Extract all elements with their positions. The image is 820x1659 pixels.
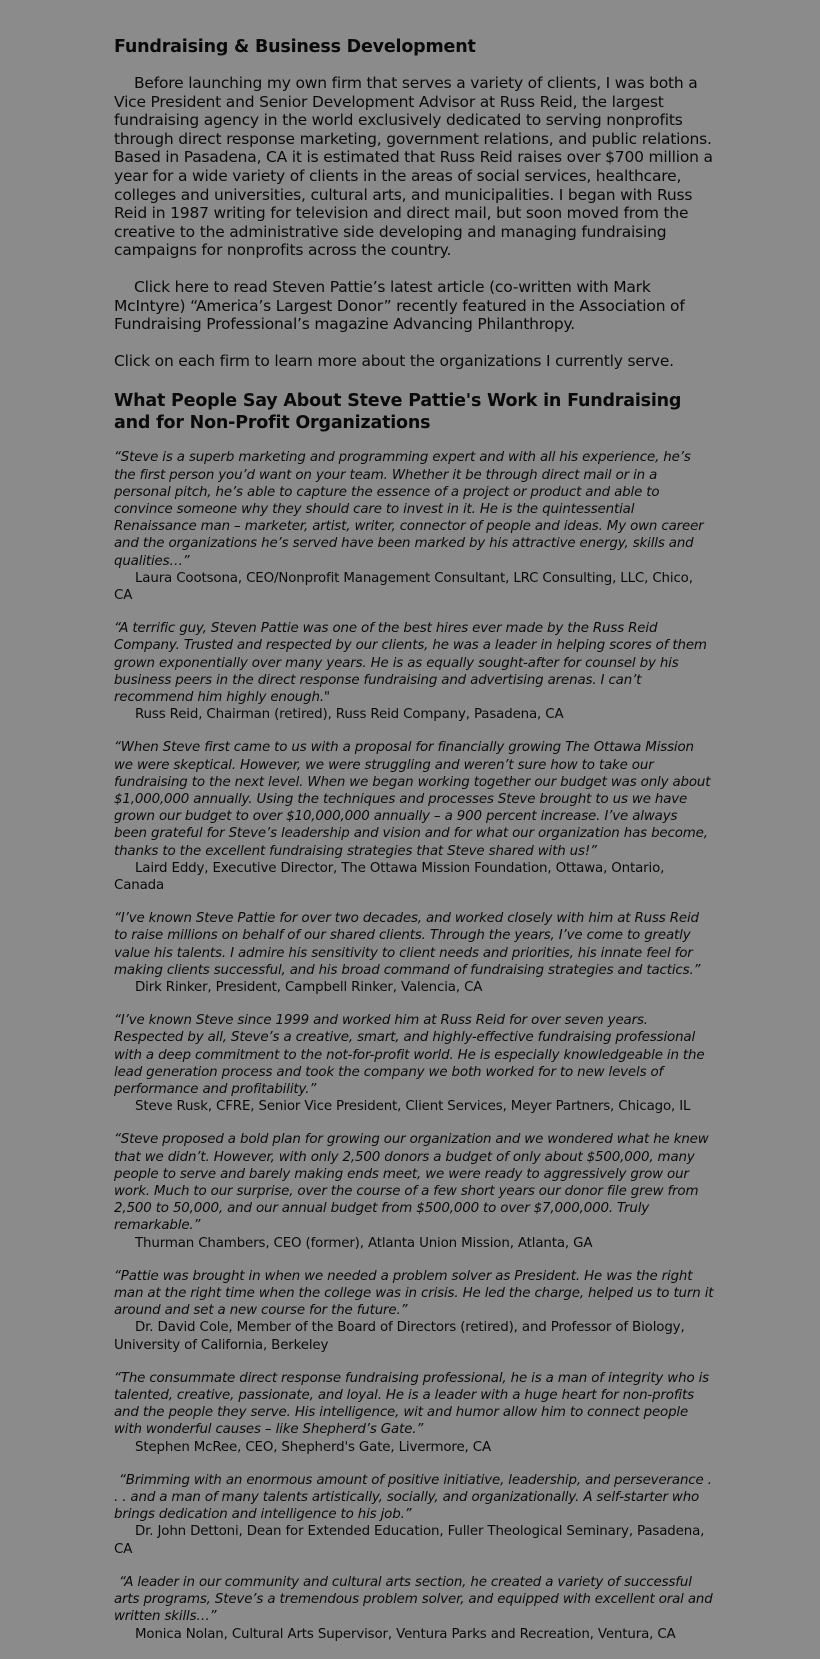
testimonial-item: [114, 1268, 714, 1354]
testimonial-item: [114, 620, 714, 723]
attribution-text: Dr. David Cole, Member of the Board of Directors (retired), and Professor of Biology, University of California, Berkeley: [114, 1320, 685, 1353]
testimonial-quote: “When Steve first came to us with a proposal for financially growing The Ottawa Mission we were skeptical. However, we were struggling and weren’t sure how to take our fundraising to the next level. When we began working together our budget was only about $1,000,000 annually. Using the techniques and processes Steve brought to us we have grown our budget to over $10,000,000 annually – a 900 percent increase. I’ve always been grateful for Steve’s leadership and vision and for what our organization has become, thanks to the excellent fundraising strategies that Steve shared with us!”: [114, 740, 711, 859]
testimonial-quote: [114, 1574, 714, 1626]
article-link-paragraph[interactable]: [114, 278, 714, 334]
testimonial-quote: “The consummate direct response fundraising professional, he is a man of integrity who is talented, creative, passionate, and loyal. He is a leader with a huge heart for non-profits and the people they serve. His intelligence, wit and humor allow him to connect people with wonderful causes – like Shepherd’s Gate.”: [114, 1370, 709, 1438]
section-title-testimonials: What People Say About Steve Pattie's Work in Fundraising and for Non-Profit Organizations: [114, 391, 682, 434]
testimonial-attribution: [114, 860, 714, 894]
article-link-text[interactable]: Click here to read Steven Pattie’s latest article (co-written with Mark McIntyre) “America’s Largest Donor” recently featured in the Association of Fundraising Professional’s magazine Advancing Philanthropy.: [114, 277, 685, 334]
testimonial-attribution: [114, 1235, 714, 1252]
intro-paragraph: [114, 74, 714, 260]
testimonial-attribution: [114, 1439, 714, 1456]
testimonial-list: [114, 449, 714, 1642]
attribution-text: Monica Nolan, Cultural Arts Supervisor, Ventura Parks and Recreation, Ventura, CA: [135, 1626, 676, 1642]
testimonial-quote: “I’ve known Steve since 1999 and worked him at Russ Reid for over seven years. Respected by all, Steve’s a creative, smart, and highly-effective fundraising professional with a deep commitment to the not-for-profit world. He is especially knowledgeable in the lead generation process and took the company we both worked for to new levels of performance and profitability.”: [114, 1013, 705, 1098]
testimonial-attribution: [114, 1626, 714, 1643]
testimonial-quote: [114, 1472, 714, 1524]
testimonial-attribution: [114, 1319, 714, 1353]
intro-paragraph-text: Before launching my own firm that serves a variety of clients, I was both a Vice President and Senior Development Advisor at Russ Reid, the largest fundraising agency in the world exclusively dedicated to serving nonprofits through direct response marketing, government relations, and public relations. Based in Pasadena, CA it is estimated that Russ Reid raises over $700 million a year for a wide variety of clients in the areas of social services, healthcare, colleges and universities, cultural arts, and municipalities. I began with Russ Reid in 1987 writing for television and direct mail, but soon moved from the creative to the administrative side developing and managing fundraising campaigns for nonprofits across the country.: [114, 74, 713, 260]
attribution-text: Stephen McRee, CEO, Shepherd's Gate, Livermore, CA: [135, 1439, 491, 1455]
attribution-text: Russ Reid, Chairman (retired), Russ Reid Company, Pasadena, CA: [135, 707, 564, 723]
attribution-text: Dr. John Dettoni, Dean for Extended Education, Fuller Theological Seminary, Pasadena, CA: [114, 1524, 705, 1557]
attribution-text: Thurman Chambers, CEO (former), Atlanta Union Mission, Atlanta, GA: [135, 1235, 593, 1251]
testimonial-attribution: [114, 570, 714, 604]
attribution-text: Laird Eddy, Executive Director, The Ottawa Mission Foundation, Ottawa, Ontario, Canada: [114, 860, 665, 893]
testimonial-attribution: [114, 1098, 714, 1115]
firms-paragraph[interactable]: Click on each firm to learn more about the organizations I currently serve.: [114, 351, 674, 370]
content-column: [114, 36, 714, 1659]
testimonial-quote: “A terrific guy, Steven Pattie was one of the best hires ever made by the Russ Reid Company. Trusted and respected by our clients, he was a leader in helping scores of them grown exponentially over many years. He is as equally sought-after for counsel by his business peers in the direct response fundraising and advertising arenas. I can’t recommend him highly enough.": [114, 621, 707, 705]
testimonial-item: [114, 910, 714, 996]
attribution-text: Steve Rusk, CFRE, Senior Vice President, Client Services, Meyer Partners, Chicago, IL: [135, 1099, 691, 1115]
testimonial-quote: “I’ve known Steve Pattie for over two decades, and worked closely with him at Russ Reid to raise millions on behalf of our shared clients. Through the years, I’ve come to greatly value his talents. I admire his sensitivity to client needs and priorities, his innate feel for making clients successful, and his broad command of fundraising strategies and tactics.”: [114, 911, 701, 978]
testimonial-item: [114, 1012, 714, 1115]
testimonial-quote: “Steve is a superb marketing and programming expert and with all his experience, he’s the first person you’d want on your team. Whether it be through direct mail or in a personal pitch, he’s able to capture the essence of a project or product and able to convince someone why they should care to invest in it. He is the quintessential Renaissance man – marketer, artist, writer, connector of people and ideas. My own career and the organizations he’s served have been marked by his attractive energy, skills and qualities…”: [114, 450, 704, 569]
attribution-text: Laura Cootsona, CEO/Nonprofit Management Consultant, LRC Consulting, LLC, Chico, CA: [114, 570, 693, 603]
testimonial-item: [114, 1131, 714, 1251]
testimonial-item: [114, 1370, 714, 1456]
quote-text: “A leader in our community and cultural arts section, he created a variety of successful arts programs, Steve’s a tremendous problem solver, and equipped with excellent oral and written skills…”: [114, 1574, 713, 1625]
quote-text: “Brimming with an enormous amount of positive initiative, leadership, and perseverance . . . and a man of many talents artistically, socially, and organizationally. A self-starter who brings dedication and intelligence to his job.”: [114, 1472, 712, 1523]
attribution-text: Dirk Rinker, President, Campbell Rinker, Valencia, CA: [135, 980, 483, 995]
testimonial-quote: “Pattie was brought in when we needed a problem solver as President. He was the right man at the right time when the college was in crisis. He led the charge, helped us to turn it around and set a new course for the future.”: [114, 1268, 714, 1319]
testimonial-item: [114, 449, 714, 604]
testimonial-item: [114, 1574, 714, 1643]
testimonial-attribution: [114, 979, 714, 996]
testimonial-item: [114, 739, 714, 894]
testimonial-attribution: [114, 1523, 714, 1557]
testimonial-quote: “Steve proposed a bold plan for growing our organization and we wondered what he knew that we didn’t. However, with only 2,500 donors a budget of only about $500,000, many people to serve and barely making ends meet, we were ready to aggressively grow our work. Much to our surprise, over the course of a few short years our donor file grew from 2,500 to 50,000, and our annual budget from $500,000 to over $7,000,000. Truly remarkable.”: [114, 1132, 709, 1234]
section-title-fundraising: Fundraising & Business Development: [114, 37, 476, 57]
testimonial-attribution: [114, 706, 714, 723]
testimonial-item: [114, 1472, 714, 1558]
